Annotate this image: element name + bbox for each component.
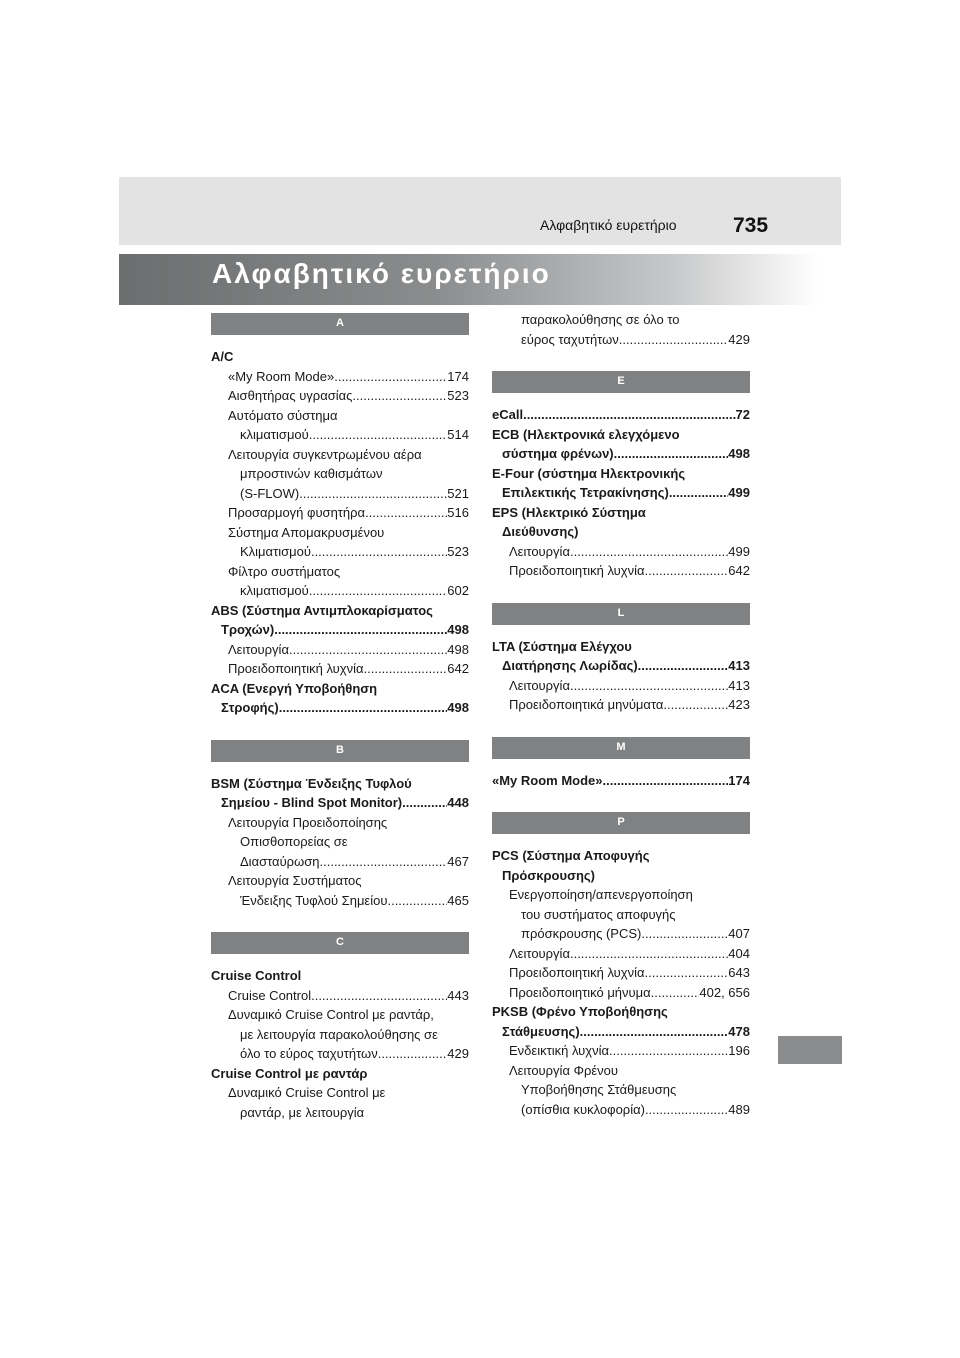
entry-text: Ένδειξης Τυφλού Σημείου bbox=[240, 892, 388, 908]
entry-text: κλιματισμού bbox=[240, 427, 309, 442]
entry-page: 467 bbox=[447, 853, 469, 869]
index-entry-text: του συστήματος αποφυγής bbox=[521, 906, 676, 922]
index-entry bbox=[211, 1044, 469, 1064]
entry-text: (οπίσθια κυκλοφορία) bbox=[521, 1101, 645, 1117]
entry-text: Προειδοποιητικά μηνύματα bbox=[509, 697, 664, 712]
entry-text: Ενδεικτική λυχνία bbox=[509, 1043, 609, 1058]
entry-page: 448 bbox=[447, 795, 469, 810]
entry-text: Αισθητήρας υγρασίας bbox=[228, 388, 353, 403]
entry-text: Διατήρησης Λωρίδας) bbox=[502, 658, 638, 673]
index-entry bbox=[211, 659, 469, 679]
index-entry-text: Λειτουργία Συστήματος bbox=[228, 873, 362, 888]
index-entry bbox=[211, 852, 469, 872]
index-entry-text: Σύστημα Απομακρυσμένου bbox=[228, 524, 385, 540]
index-entry bbox=[211, 620, 469, 640]
entry-text: πρόσκρουσης (PCS) bbox=[521, 926, 642, 941]
entry-text: Λειτουργία bbox=[228, 641, 289, 657]
index-entry-text: Οπισθοπορείας σε bbox=[240, 834, 348, 849]
index-entry-text: μπροστινών καθισμάτων bbox=[240, 466, 383, 481]
index-entry bbox=[492, 924, 750, 944]
entry-page: 443 bbox=[447, 987, 469, 1003]
index-entry bbox=[211, 425, 469, 445]
entry-page: 642 bbox=[447, 661, 469, 676]
entry-text: Διασταύρωση bbox=[240, 853, 320, 869]
index-entry-text: Δυναμικό Cruise Control με ραντάρ, bbox=[228, 1007, 434, 1022]
entry-text: Τροχών) bbox=[221, 622, 275, 637]
index-entry-heading: Διεύθυνσης) bbox=[502, 524, 579, 539]
entry-page: 514 bbox=[447, 427, 469, 442]
index-entry bbox=[492, 676, 750, 696]
section-header-b: B bbox=[211, 740, 469, 762]
entry-text: Στροφής) bbox=[221, 700, 279, 715]
index-entry-text: ραντάρ, με λειτουργία bbox=[240, 1104, 365, 1120]
index-entry bbox=[492, 656, 750, 676]
entry-text: Λειτουργία bbox=[509, 677, 570, 693]
index-entry-heading: PKSB (Φρένο Υποβοήθησης bbox=[492, 1004, 668, 1019]
entry-page: 429 bbox=[447, 1046, 469, 1061]
section-header-l: L bbox=[492, 603, 750, 625]
index-entry-text: Δυναμικό Cruise Control με bbox=[228, 1085, 386, 1100]
section-header-e: E bbox=[492, 371, 750, 393]
entry-text: εύρος ταχυτήτων bbox=[521, 331, 619, 347]
entry-page: 174 bbox=[447, 368, 469, 384]
entry-page: 643 bbox=[728, 965, 750, 980]
index-column-right bbox=[492, 310, 750, 1119]
entry-page: 498 bbox=[728, 446, 750, 461]
entry-page: 602 bbox=[447, 583, 469, 598]
index-entry-heading: PCS (Σύστημα Αποφυγής bbox=[492, 848, 650, 863]
entry-text: «My Room Mode» bbox=[492, 772, 603, 788]
index-entry bbox=[211, 386, 469, 406]
index-entry-text: με λειτουργία παρακολούθησης σε bbox=[240, 1026, 438, 1042]
index-entry-heading: Cruise Control με ραντάρ bbox=[211, 1065, 368, 1081]
entry-page: 523 bbox=[447, 544, 469, 559]
entry-page: 72 bbox=[735, 407, 750, 422]
entry-page: 413 bbox=[728, 677, 750, 693]
entry-text: Επιλεκτικής Τετρακίνησης) bbox=[502, 485, 669, 500]
index-entry-text: Αυτόματο σύστημα bbox=[228, 407, 338, 423]
index-entry-text: Υποβοήθησης Στάθμευσης bbox=[521, 1082, 677, 1097]
entry-text: κλιματισμού bbox=[240, 583, 309, 598]
entry-page: 523 bbox=[447, 388, 469, 403]
entry-page: 196 bbox=[728, 1043, 750, 1058]
index-entry-heading: EPS (Ηλεκτρικό Σύστημα bbox=[492, 504, 646, 520]
entry-text: Κλιματισμού bbox=[240, 544, 311, 559]
section-header-p: P bbox=[492, 812, 750, 834]
entry-page: 516 bbox=[447, 505, 469, 520]
entry-page: 498 bbox=[447, 622, 469, 637]
page-title: Αλφαβητικό ευρετήριο bbox=[212, 258, 551, 289]
index-entry-text: παρακολούθησης σε όλο το bbox=[521, 312, 680, 327]
index-entry bbox=[492, 944, 750, 964]
entry-page: 521 bbox=[447, 485, 469, 501]
entry-page: 478 bbox=[728, 1023, 750, 1039]
index-entry-text: Λειτουργία Φρένου bbox=[509, 1062, 618, 1078]
index-entry bbox=[492, 1100, 750, 1120]
index-entry bbox=[211, 484, 469, 504]
index-entry bbox=[492, 444, 750, 464]
entry-page: 499 bbox=[728, 543, 750, 559]
index-entry bbox=[211, 542, 469, 562]
index-entry bbox=[211, 986, 469, 1006]
index-entry bbox=[492, 983, 750, 1003]
index-entry-heading: BSM (Σύστημα Ένδειξης Τυφλού bbox=[211, 775, 412, 791]
entry-text: Προειδοποιητική λυχνία bbox=[509, 965, 645, 980]
section-header-m: M bbox=[492, 737, 750, 759]
index-entry bbox=[492, 330, 750, 350]
index-entry bbox=[211, 698, 469, 718]
index-entry bbox=[211, 367, 469, 387]
entry-text: (S-FLOW) bbox=[240, 485, 300, 501]
entry-text: Προειδοποιητική λυχνία bbox=[509, 563, 645, 578]
entry-page: 174 bbox=[728, 772, 750, 788]
index-entry bbox=[492, 963, 750, 983]
index-entry-text: Ενεργοποίηση/απενεργοποίηση bbox=[509, 887, 693, 902]
entry-page: 499 bbox=[728, 485, 750, 500]
entry-text: Λειτουργία bbox=[509, 945, 570, 961]
index-entry bbox=[492, 483, 750, 503]
index-entry-heading: ABS (Σύστημα Αντιμπλοκαρίσματος bbox=[211, 602, 433, 618]
entry-page: 489 bbox=[728, 1101, 750, 1117]
index-entry bbox=[211, 581, 469, 601]
index-entry bbox=[492, 561, 750, 581]
entry-page: 404 bbox=[728, 945, 750, 961]
page-number: 735 bbox=[733, 214, 769, 237]
index-entry bbox=[211, 891, 469, 911]
entry-page: 642 bbox=[728, 563, 750, 578]
index-entry bbox=[211, 503, 469, 523]
index-entry bbox=[492, 405, 750, 425]
index-entry-text: Λειτουργία Προειδοποίησης bbox=[228, 814, 388, 830]
entry-text: Cruise Control bbox=[228, 987, 312, 1003]
header-section-title: Αλφαβητικό ευρετήριο bbox=[540, 217, 677, 233]
section-header-c: C bbox=[211, 932, 469, 954]
entry-page: 465 bbox=[447, 892, 469, 908]
section-header-a: A bbox=[211, 313, 469, 335]
entry-page: 407 bbox=[728, 926, 750, 941]
entry-text: όλο το εύρος ταχυτήτων bbox=[240, 1046, 378, 1061]
index-entry-heading: E-Four (σύστημα Ηλεκτρονικής bbox=[492, 465, 686, 481]
chapter-tab bbox=[778, 1036, 842, 1064]
entry-text: Λειτουργία bbox=[509, 543, 570, 559]
index-entry bbox=[211, 793, 469, 813]
index-entry-heading: Πρόσκρουσης) bbox=[502, 867, 595, 883]
index-entry-heading: ECB (Ηλεκτρονικά ελεγχόμενο bbox=[492, 426, 680, 442]
index-entry bbox=[492, 542, 750, 562]
entry-text: Προειδοποιητικό μήνυμα bbox=[509, 984, 651, 1000]
entry-text: Προσαρμογή φυσητήρα bbox=[228, 505, 366, 520]
entry-text: σύστημα φρένων) bbox=[502, 446, 614, 461]
entry-page: 413 bbox=[728, 658, 750, 673]
index-entry-heading: Cruise Control bbox=[211, 968, 302, 983]
index-entry-heading: LTA (Σύστημα Ελέγχου bbox=[492, 638, 632, 654]
entry-text: Στάθμευσης) bbox=[502, 1023, 580, 1039]
entry-text: Προειδοποιητική λυχνία bbox=[228, 661, 364, 676]
index-entry bbox=[492, 1041, 750, 1061]
entry-page: 429 bbox=[728, 331, 750, 347]
index-entry-heading: A/C bbox=[211, 349, 234, 364]
entry-page: 402, 656 bbox=[699, 984, 750, 1000]
entry-page: 423 bbox=[728, 697, 750, 712]
entry-page: 498 bbox=[447, 641, 469, 657]
index-entry-heading: ACA (Ενεργή Υποβοήθηση bbox=[211, 680, 378, 696]
entry-text: eCall bbox=[492, 407, 524, 422]
index-entry bbox=[492, 771, 750, 791]
index-column-left bbox=[211, 313, 469, 1122]
entry-text: Σημείου - Blind Spot Monitor) bbox=[221, 795, 403, 810]
entry-text: «My Room Mode» bbox=[228, 368, 335, 384]
index-entry-text: Λειτουργία συγκεντρωμένου αέρα bbox=[228, 446, 422, 462]
index-entry bbox=[492, 1022, 750, 1042]
index-entry bbox=[211, 640, 469, 660]
index-entry-text: Φίλτρο συστήματος bbox=[228, 563, 341, 579]
entry-page: 498 bbox=[447, 700, 469, 715]
index-entry bbox=[492, 695, 750, 715]
